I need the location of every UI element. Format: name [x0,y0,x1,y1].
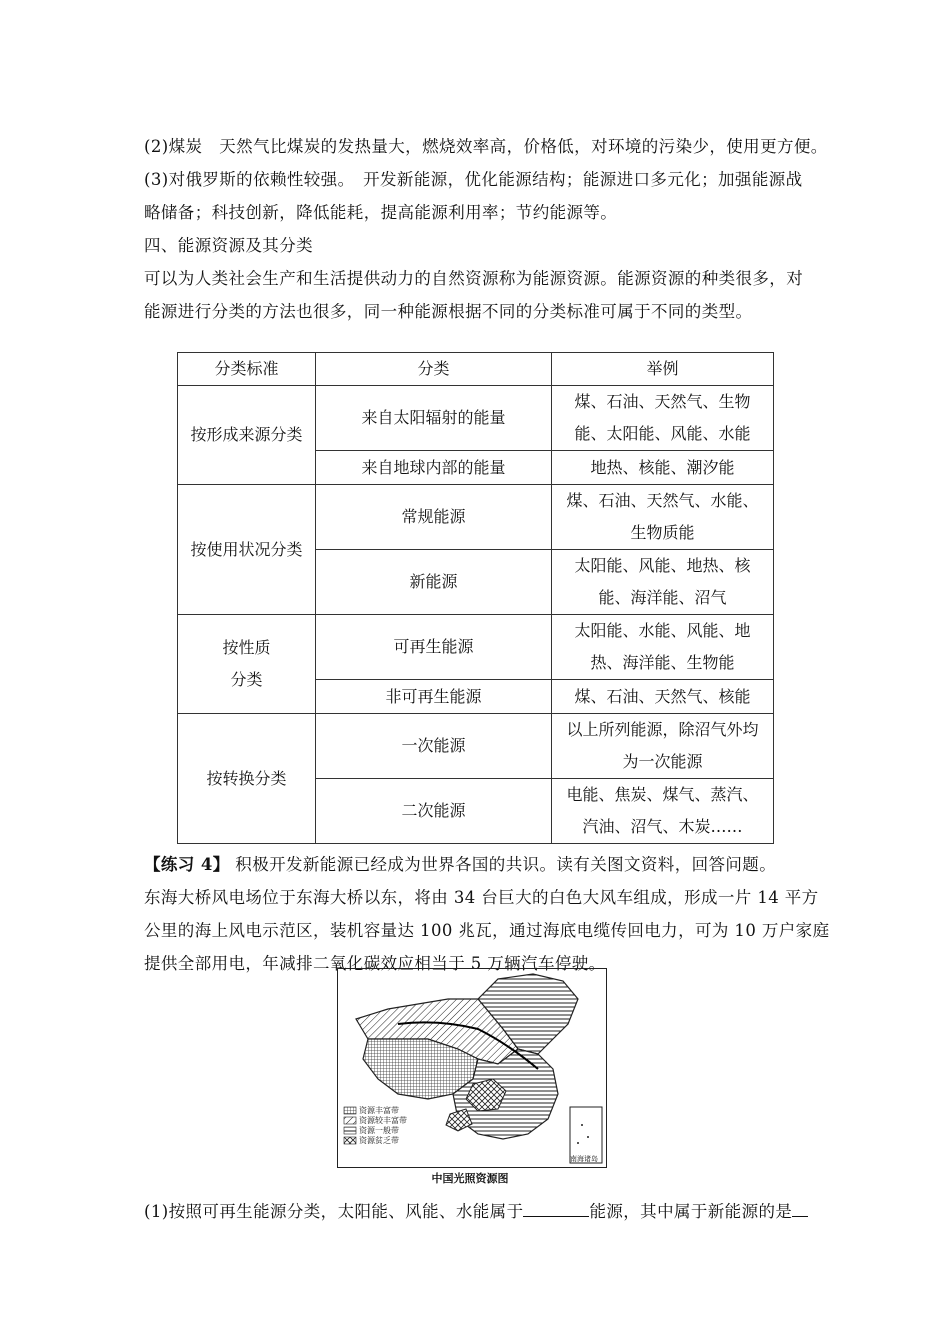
type-cell: 可再生能源 [316,615,552,680]
answer-line-3a: (3)对俄罗斯的依赖性较强。 开发新能源，优化能源结构；能源进口多元化；加强能源战 [144,170,803,189]
exercise-text-3: 提供全部用电，年减排二氧化碳效应相当于 5 万辆汽车停驶。 [144,954,606,973]
example-cell: 煤、石油、天然气、生物 能、太阳能、风能、水能 [552,386,774,451]
map-caption: 中国光照资源图 [431,1172,509,1185]
exercise-label: 【练习 4】 [144,855,230,874]
header-example: 举例 [552,353,774,386]
type-cell: 来自太阳辐射的能量 [316,386,552,451]
example-cell: 电能、焦炭、煤气、蒸汽、 汽油、沼气、木炭…… [552,779,774,844]
answer-blank[interactable] [523,1200,589,1217]
example-cell: 太阳能、风能、地热、核 能、海洋能、沼气 [552,550,774,615]
standard-cell: 按性质 分类 [178,615,316,714]
exercise-intro: 积极开发新能源已经成为世界各国的共识。读有关图文资料，回答问题。 [235,855,777,874]
type-cell: 来自地球内部的能量 [316,451,552,485]
energy-classification-table [177,352,774,844]
header-type: 分类 [316,353,552,386]
type-cell: 非可再生能源 [316,680,552,714]
standard-cell: 按形成来源分类 [178,386,316,485]
legend-item: 资源一般带 [359,1126,399,1135]
exercise-line [144,853,776,877]
example-cell: 地热、核能、潮汐能 [552,451,774,485]
type-cell: 常规能源 [316,485,552,550]
china-solar-map [337,968,607,1168]
intro-line-2: 能源进行分类的方法也很多，同一种能源根据不同的分类标准可属于不同的类型。 [144,302,753,321]
inset-label: 南海诸岛 [570,1155,598,1163]
example-cell: 以上所列能源，除沼气外均 为一次能源 [552,714,774,779]
intro-line-1: 可以为人类社会生产和生活提供动力的自然资源称为能源资源。能源资源的种类很多，对 [144,269,804,288]
answer-blank[interactable] [792,1200,808,1217]
section-heading: 四、能源资源及其分类 [144,236,313,255]
legend-item: 资源贫乏带 [359,1136,399,1145]
type-cell: 二次能源 [316,779,552,844]
exercise-text-2: 公里的海上风电示范区，装机容量达 100 兆瓦，通过海底电缆传回电力，可为 10 万户家庭 [144,921,830,940]
header-standard: 分类标准 [178,353,316,386]
type-cell: 一次能源 [316,714,552,779]
standard-cell: 按使用状况分类 [178,485,316,615]
example-cell: 煤、石油、天然气、核能 [552,680,774,714]
example-cell: 煤、石油、天然气、水能、 生物质能 [552,485,774,550]
answer-line-2: (2)煤炭 天然气比煤炭的发热量大，燃烧效率高，价格低，对环境的污染少，使用更方便。 [144,137,828,156]
answer-line-3b: 略储备；科技创新，降低能耗，提高能源利用率；节约能源等。 [144,203,618,222]
legend-item: 资源丰富带 [359,1106,399,1115]
question-1: (1)按照可再生能源分类，太阳能、风能、水能属于 能源，其中属于新能源的是 [144,1200,808,1224]
exercise-text-1: 东海大桥风电场位于东海大桥以东，将由 34 台巨大的白色大风车组成，形成一片 14 平方 [144,888,819,907]
legend-item: 资源较丰富带 [359,1116,407,1125]
example-cell: 太阳能、水能、风能、地 热、海洋能、生物能 [552,615,774,680]
map-legend [344,1107,356,1144]
standard-cell: 按转换分类 [178,714,316,844]
type-cell: 新能源 [316,550,552,615]
